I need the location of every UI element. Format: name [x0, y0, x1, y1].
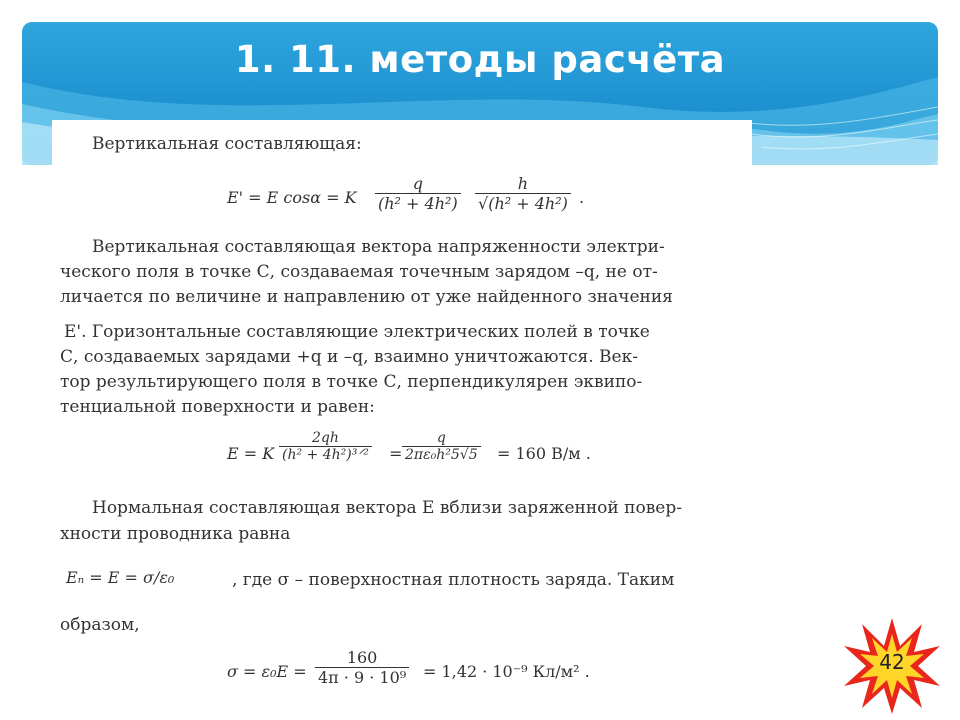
formula-1-frac-1: $\frac{q}{\text{(h² + 4h²)}}$: [375, 174, 461, 213]
slide-title: 1. 11. методы расчёта: [234, 38, 726, 81]
formula-1: E' = E cosα = K $\frac{q}{\text{(h² + 4h²)}}$ $\frac{h}{\text{√(h² + 4h²)}}$ .: [227, 174, 585, 213]
formula-1-frac-2: $\frac{h}{\text{√(h² + 4h²)}}$: [475, 174, 571, 213]
formula-2: E = K 2qh (h² + 4h²)³ᐟ² = $\frac{q}{\text{2πε₀h²5√5}}$ = 160 В/м .: [227, 430, 591, 463]
formula-3: Eₙ = E = σ/ε₀: [66, 568, 175, 587]
paragraph-3-end: образом,: [60, 615, 140, 635]
formula-4: σ = ε₀E = $\frac{160}{\text{4π · 9 · 10⁹}}$ = 1,42 · 10⁻⁹ Кл/м² .: [227, 648, 590, 687]
paragraph-3-tail: , где σ – поверхностная плотность заряда. Таким: [232, 570, 675, 590]
formula-2-frac-1: 2qh (h² + 4h²)³ᐟ²: [279, 430, 372, 463]
heading-vertical-component: Вертикальная составляющая:: [92, 134, 362, 154]
formula-1-left: E' = E cosα = K: [227, 188, 357, 207]
formula-4-frac: $\frac{160}{\text{4π · 9 · 10⁹}}$: [315, 648, 409, 687]
scanned-page: Вертикальная составляющая: E' = E cosα = K $\frac{q}{\text{(h² + 4h²)}}$ $\frac{h}{\text{√(h² + 4h²)}}$ . Вертикальная составляющая вектора напряженности электри- ческого поля в точке С, создаваемая точечным зарядом –q, не от- личается по величине и направлению от уже найденного значения E'. Горизонтальные составляющие электрических полей в точке С, создаваемых зарядами +q и –q, взаимно уничтожаются. Век- тор результирующего поля в точке С, перпендикулярен эквипо- тенциальной поверхности и равен: E = K 2qh (h² + 4h²)³ᐟ² = $\frac{q}{\text{2πε₀h²5√5}}$ = 160 В/м . Нормальная составляющая вектора E вблизи заряженной повер- хности проводника равна Eₙ = E = σ/ε₀ , где σ – поверхностная плотность заряда. Таким образом, σ = ε₀E = $\frac{160}{\text{4π · 9 · 10⁹}}$ = 1,42 · 10⁻⁹ Кл/м² .: [52, 120, 752, 720]
page-number: 42: [879, 650, 905, 674]
formula-2-frac-2: $\frac{q}{\text{2πε₀h²5√5}}$: [402, 430, 481, 463]
